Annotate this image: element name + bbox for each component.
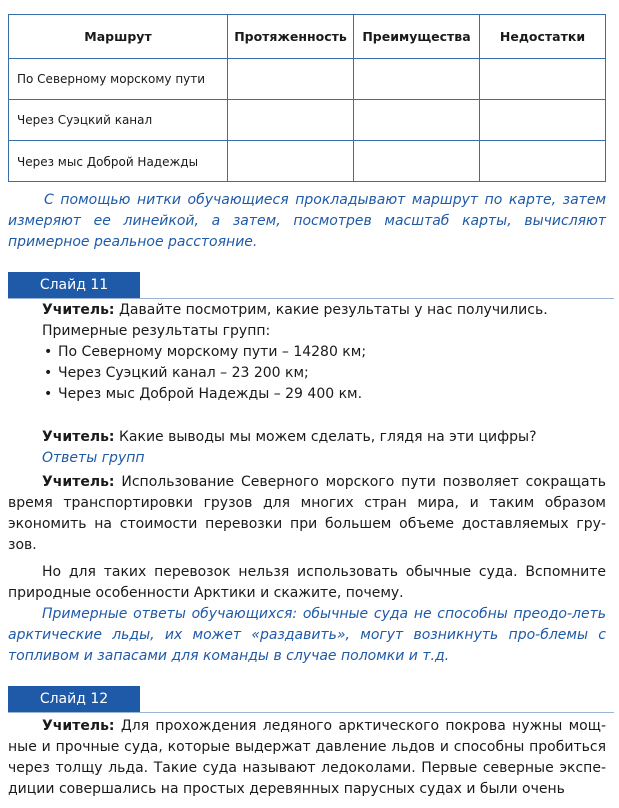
slide-12-badge: Слайд 12 bbox=[8, 686, 140, 713]
slide-divider bbox=[8, 298, 614, 299]
header-advantages: Преимущества bbox=[354, 15, 480, 58]
results-list bbox=[42, 342, 602, 405]
table-row bbox=[9, 59, 605, 100]
sample-answers-note: Примерные ответы обучающихся: обычные суда не способны преодо-леть арктические льды, их может «раздавить», могут возникнуть про-блемы с топливом и запасами для команды в случае поломки и т.д. bbox=[8, 606, 606, 664]
advantages-cell bbox=[354, 141, 480, 182]
explanation-text: Использование Северного морского пути позволяет сокращать время транспортировки грузов для многих стран мира, и таким образом экономить на стоимости перевозки при большем объеме доставляемых гру-зов. bbox=[8, 474, 606, 553]
routes-table bbox=[8, 14, 606, 182]
teacher-label: Учитель: bbox=[42, 474, 115, 490]
list-item: • Через мыс Доброй Надежды – 29 400 км. bbox=[42, 384, 602, 405]
teacher-text: Давайте посмотрим, какие результаты у нас получились. bbox=[118, 302, 548, 318]
length-cell bbox=[228, 100, 354, 140]
route-name: Через мыс Доброй Надежды bbox=[9, 141, 228, 182]
slide-11-badge: Слайд 11 bbox=[8, 272, 140, 299]
length-cell bbox=[228, 141, 354, 182]
disadvantages-cell bbox=[480, 100, 605, 140]
question-text: Какие выводы мы можем сделать, глядя на эти цифры? bbox=[118, 429, 537, 445]
disadvantages-cell bbox=[480, 141, 605, 182]
header-disadvantages: Недостатки bbox=[499, 29, 586, 44]
list-item: • По Северному морскому пути – 14280 км; bbox=[42, 342, 602, 363]
teacher-question bbox=[42, 427, 602, 448]
teacher-icebreaker-text bbox=[8, 716, 606, 800]
results-intro: Примерные результаты групп: bbox=[42, 323, 271, 339]
group-answers: Ответы групп bbox=[42, 450, 145, 466]
table-row bbox=[9, 141, 605, 182]
advantages-cell bbox=[354, 100, 480, 140]
advantages-cell bbox=[354, 59, 480, 99]
header-route: Маршрут bbox=[9, 15, 228, 58]
question-block bbox=[42, 427, 602, 469]
table-row bbox=[9, 100, 605, 141]
results-block bbox=[42, 300, 602, 405]
slide-divider bbox=[8, 712, 614, 713]
teacher-line bbox=[42, 300, 602, 321]
header-length: Протяженность bbox=[228, 15, 354, 58]
method-note: С помощью нитки обучающиеся прокладывают маршрут по карте, затем измеряют ее линейкой, а затем, посмотрев масштаб карты, вычисляют примерное реальное расстояние. bbox=[8, 192, 606, 250]
teacher-label: Учитель: bbox=[42, 429, 115, 445]
teacher-label: Учитель: bbox=[42, 302, 115, 318]
teacher-explanation bbox=[8, 472, 606, 556]
teacher-prompt: Но для таких перевозок нельзя использовать обычные суда. Вспомните природные особенности Арктики и скажите, почему. bbox=[8, 564, 606, 601]
disadvantages-cell bbox=[480, 59, 605, 99]
length-cell bbox=[228, 59, 354, 99]
route-name: По Северному морскому пути bbox=[9, 59, 228, 99]
table-header-row bbox=[9, 15, 605, 59]
icebreaker-text: Для прохождения ледяного арктического покрова нужны мощ-ные и прочные суда, которые выдержат давление льдов и способны пробиться через толщу льда. Такие суда называют ледоколами. Первые северные экспе-диции совершались на простых деревянных парусных судах и были очень bbox=[8, 718, 606, 797]
teacher-label: Учитель: bbox=[42, 718, 115, 734]
list-item: • Через Суэцкий канал – 23 200 км; bbox=[42, 363, 602, 384]
route-name: Через Суэцкий канал bbox=[9, 100, 228, 140]
